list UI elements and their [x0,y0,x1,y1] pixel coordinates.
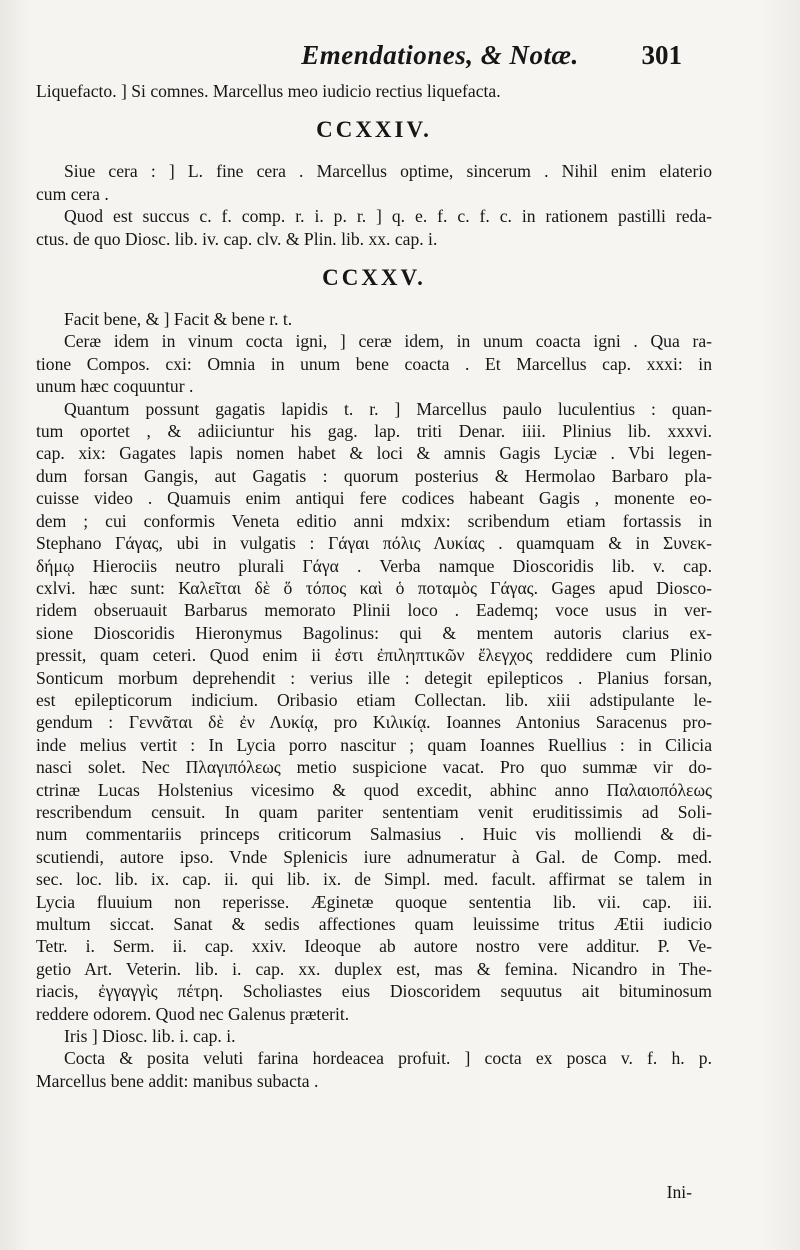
text-line: Stephano Γάγας, ubi in vulgatis : Γάγαι πόλις Λυκίας . quamquam & in Συνεκ- [36,533,712,554]
text-line: cuisse video . Quamuis enim antiqui fere codices habeant Gagis , monente eo- [36,488,712,509]
page-number: 301 [641,40,682,70]
text-line: dum forsan Gangis, aut Gagatis : quorum posterius & Hermolao Barbaro pla- [36,465,712,486]
text-line: unum hæc coquuntur . [36,376,194,397]
text-line: nasci solet. Nec Πλαγιπόλεως metio suspicione vacat. Pro quo summæ vir do- [36,757,712,778]
text-line: Ceræ idem in vinum cocta igni, ] ceræ idem, in unum coacta igni . Qua ra- [64,331,712,352]
text-line: Sonticum morbum deprehendit : verius ille : detegit epilepticos . Planius forsan, [36,667,712,688]
text-line: Tetr. i. Serm. ii. cap. xxiv. Ideoque ab autore nostro vere additur. P. Ve- [36,936,712,957]
text-line: reddere odorem. Quod nec Galenus præterit. [36,1003,350,1024]
text-line: cxlvi. hæc sunt: Καλεῖται δὲ ὅ τόπος καὶ ὁ ποταμὸς Γάγας. Gages apud Diosco- [36,577,712,598]
text-line: ridem obseruauit Barbarus memorato Plinii loco . Eademq; voce usus in ver- [36,600,712,621]
text-line: Siue cera : ] L. fine cera . Marcellus optime, sincerum . Nihil enim elaterio [64,161,712,182]
text-line: multum siccat. Sanat & sedis affectiones quam leuissime tritus Ætii iudicio [36,914,712,934]
text-line: Quod est succus c. f. comp. r. i. p. r. ] q. e. f. c. f. c. in rationem pastilli reda- [64,206,712,227]
text-line: getio Art. Veterin. lib. i. cap. xx. duplex est, mas & femina. Nicandro in The- [36,958,712,979]
text-line: Liquefacto. ] Si comnes. Marcellus meo iudicio rectius liquefacta. [36,81,501,101]
text-line: ctrinæ Lucas Holstenius vicesimo & quod excedit, abhinc anno Παλαιοπόλεως [36,779,712,800]
text-line: Lycia fluuium non reperisse. Æginetæ quoque sententia lib. vii. cap. iii. [36,891,712,912]
text-line: riacis, ἐγγαγγὶς πέτρη. Scholiastes eius Dioscoridem sequutus ait bituminosum [36,981,712,1002]
text-line: sione Dioscoridis Hieronymus Bagolinus: qui & mentem autoris clarius ex- [36,622,712,643]
text-line: ctus. de quo Diosc. lib. iv. cap. clv. & Plin. lib. xx. cap. i. [36,228,438,249]
text-line: tum oportet , & adiiciuntur his gag. lap. triti Denar. iiii. Plinius lib. xxxvi. [36,421,712,442]
text-line: rescribendum censuit. In quam pariter sententiam venit eruditissimis ad Soli- [36,801,712,822]
text-line: gendum : Γεννᾶται δὲ ἐν Λυκίᾳ, pro Κιλικίᾳ. Ioannes Antonius Saracenus pro- [36,712,712,733]
text-line: Cocta & posita veluti farina hordeacea profuit. ] cocta ex posca v. f. h. p. [64,1048,712,1069]
catchword: Ini- [666,1182,692,1202]
section-heading: CCXXIV. [316,117,432,143]
text-line: δήμῳ Hierociis neutro plurali Γάγα . Verba namque Dioscoridis lib. v. cap. [36,555,712,576]
page-body [36,80,712,1092]
text-line: scutiendi, autore ipso. Vnde Splenicis iure adnumeratur à Gal. de Comp. med. [36,846,712,867]
text-line: num commentariis princeps criticorum Salmasius . Huic vis molliendi & di- [36,824,712,845]
text-line: Quantum possunt gagatis lapidis t. r. ] Marcellus paulo luculentius : quan- [64,398,712,419]
text-line: sec. loc. lib. ix. cap. ii. qui lib. ix. de Simpl. med. facult. affirmat se talem in [36,869,712,890]
text-line: Iris ] Diosc. lib. i. cap. i. [64,1026,236,1047]
text-line: Facit bene, & ] Facit & bene r. t. [64,309,293,330]
section-heading: CCXXV. [322,265,426,291]
text-line: dem ; cui conformis Veneta editio anni mdxix: scribendum etiam fortassis in [36,510,712,531]
text-line: est epilepticorum indicium. Oribasio etiam Collectan. lib. xiii adstipulante le- [36,689,712,710]
text-line: cap. xix: Gagates lapis nomen habet & loci & amnis Gagis Lyciæ . Vbi legen- [36,443,712,464]
text-line: pressit, quam ceteri. Quod enim ii ἐστι ἐπιληπτικῶν ἔλεγχος reddidere cum Plinio [36,645,712,666]
text-line: inde melius vertit : In Lycia porro nascitur ; quam Ioannes Ruellius : in Cilicia [36,734,712,755]
running-title: Emendationes, & Notæ. [301,40,579,70]
text-line: cum cera . [36,183,109,204]
text-line: tione Compos. cxi: Omnia in unum bene coacta . Et Marcellus cap. xxxi: in [36,353,712,374]
text-line: Marcellus bene addit: manibus subacta . [36,1070,319,1091]
